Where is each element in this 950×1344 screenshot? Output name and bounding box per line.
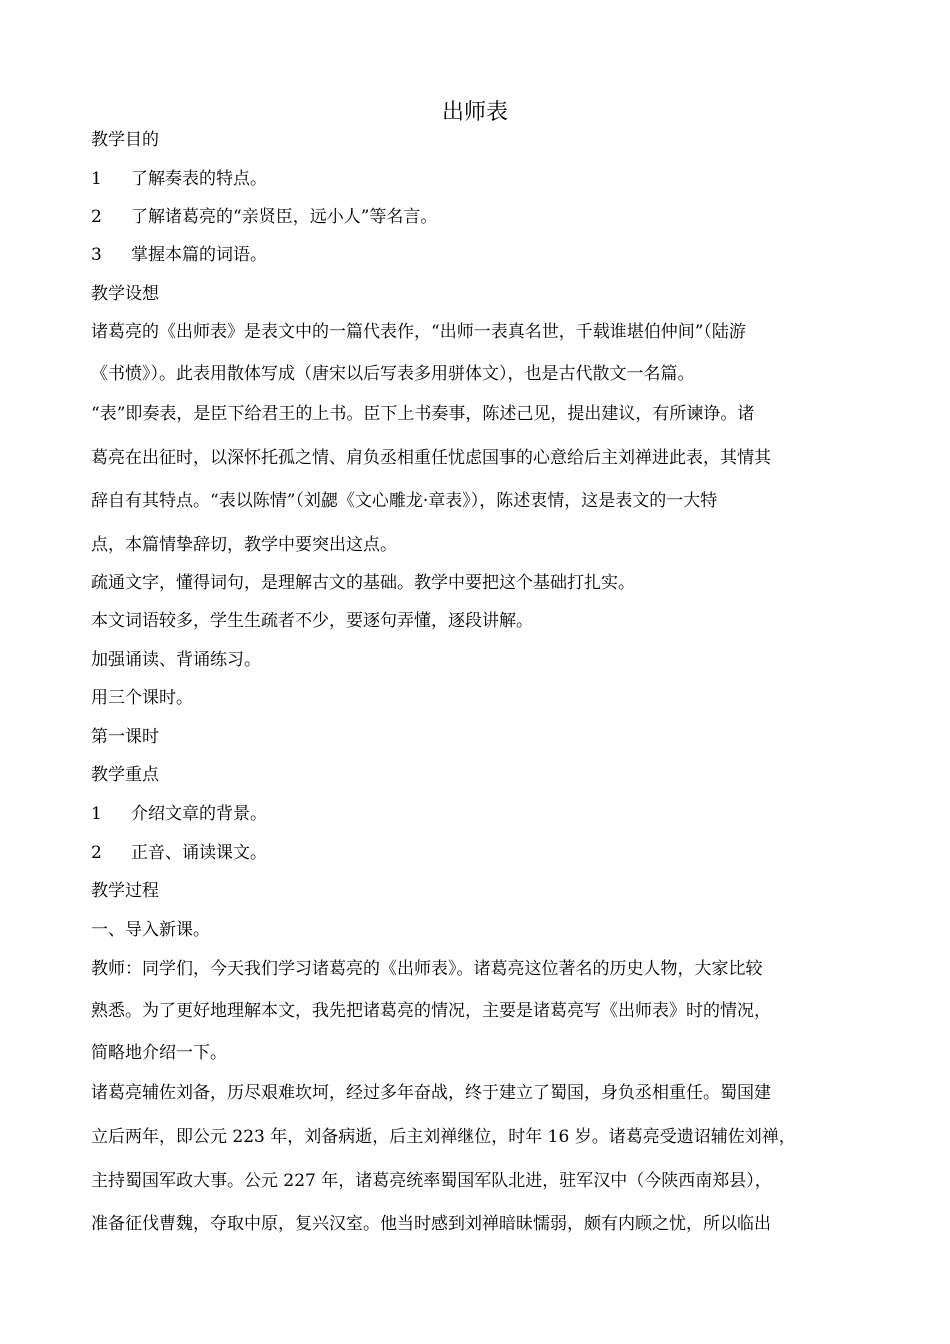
goal-number: 1 <box>91 169 102 189</box>
para4-line2: 立后两年，即公元 223 年，刘备病逝，后主刘禅继位，时年 16 岁。诸葛亮受遗诏辅佐刘禅， <box>91 1127 796 1147</box>
para4-line4: 准备征伐曹魏，夺取中原，复兴汉室。他当时感到刘禅暗昧懦弱，颇有内顾之忧，所以临出 <box>91 1214 771 1234</box>
focus-number: 2 <box>91 843 102 863</box>
goal-number: 3 <box>91 245 102 265</box>
goal-text: 掌握本篇的词语。 <box>131 245 267 265</box>
step-intro: 一、导入新课。 <box>91 920 210 940</box>
para4-line3: 主持蜀国军政大事。公元 227 年，诸葛亮统率蜀国军队北进，驻军汉中（今陕西南郑县）， <box>91 1171 772 1191</box>
para1-line1: 诸葛亮的《出师表》是表文中的一篇代表作，“出师一表真名世，千载谁堪伯仲间”（陆游 <box>91 322 746 342</box>
goal-text: 了解诸葛亮的“亲贤臣，远小人”等名言。 <box>131 207 438 227</box>
line-foundation: 疏通文字，懂得词句，是理解古文的基础。教学中要把这个基础打扎实。 <box>91 573 635 593</box>
para2-line2: 葛亮在出征时，以深怀托孤之情、肩负丞相重任忧虑国事的心意给后主刘禅进此表，其情其 <box>91 448 771 468</box>
focus-item-1 <box>91 802 866 826</box>
goal-number: 2 <box>91 207 102 227</box>
goal-item-3 <box>91 243 866 267</box>
line-recitation: 加强诵读、背诵练习。 <box>91 650 261 670</box>
heading-process: 教学过程 <box>91 881 159 901</box>
heading-focus: 教学重点 <box>91 765 159 785</box>
goal-item-2 <box>91 205 866 229</box>
para1-line2: 《书愤》）。此表用散体写成（唐宋以后写表多用骈体文），也是古代散文一名篇。 <box>91 364 695 384</box>
goal-text: 了解奏表的特点。 <box>131 169 267 189</box>
heading-teaching-concept: 教学设想 <box>91 284 159 304</box>
line-periods: 用三个课时。 <box>91 688 193 708</box>
focus-text: 正音、诵读课文。 <box>131 843 267 863</box>
heading-first-period: 第一课时 <box>91 727 159 747</box>
para2-line1: “表”即奏表，是臣下给君王的上书。臣下上书奏事，陈述己见，提出建议，有所谏诤。诸 <box>91 404 755 424</box>
para4-line1: 诸葛亮辅佐刘备，历尽艰难坎坷，经过多年奋战，终于建立了蜀国，身负丞相重任。蜀国建 <box>91 1083 771 1103</box>
goal-item-1 <box>91 167 866 191</box>
heading-teaching-goals: 教学目的 <box>91 130 159 150</box>
para2-line3: 辞自有其特点。“表以陈情”（刘勰《文心雕龙·章表》），陈述衷情，这是表文的一大特 <box>91 491 718 511</box>
focus-number: 1 <box>91 804 102 824</box>
document-title: 出师表 <box>441 100 508 125</box>
para3-line3: 简略地介绍一下。 <box>91 1043 227 1063</box>
line-vocabulary: 本文词语较多，学生生疏者不少，要逐句弄懂，逐段讲解。 <box>91 611 533 631</box>
para3-line2: 熟悉。为了更好地理解本文，我先把诸葛亮的情况，主要是诸葛亮写《出师表》时的情况， <box>91 1001 771 1021</box>
focus-text: 介绍文章的背景。 <box>131 804 267 824</box>
para3-line1: 教师：同学们，今天我们学习诸葛亮的《出师表》。诸葛亮这位著名的历史人物，大家比较 <box>91 959 763 979</box>
focus-item-2 <box>91 841 866 865</box>
para2-line4: 点，本篇情挚辞切，教学中要突出这点。 <box>91 535 397 555</box>
